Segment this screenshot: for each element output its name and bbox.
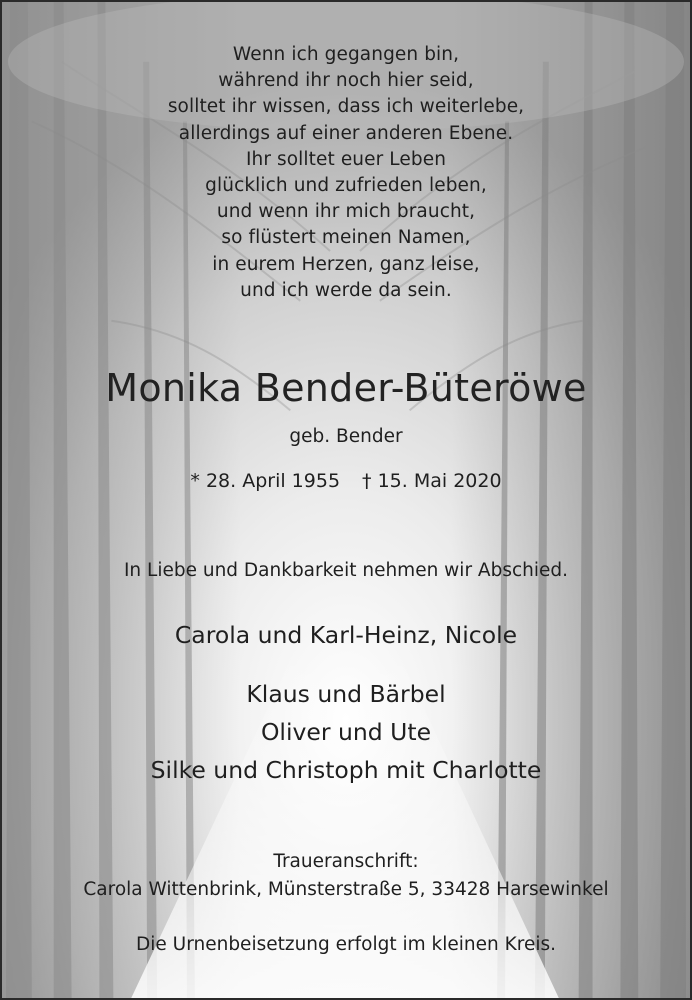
obituary-content <box>2 2 690 998</box>
poem-line: und ich werde da sein. <box>240 279 452 301</box>
poem-line: Ihr solltet euer Leben <box>245 148 447 170</box>
address-line: Carola Wittenbrink, Münsterstraße 5, 33428 Harsewinkel <box>83 879 609 900</box>
poem-line: während ihr noch hier seid, <box>218 70 474 92</box>
farewell-text: In Liebe und Dankbarkeit nehmen wir Abschied. <box>123 560 569 581</box>
mourner-entry: Silke und Christoph mit Charlotte <box>150 756 542 784</box>
poem-line: Wenn ich gegangen bin, <box>232 44 460 65</box>
poem-line: so flüstert meinen Namen, <box>221 227 471 249</box>
burial-note: Die Urnenbeisetzung erfolgt im kleinen Kreis. <box>136 934 556 955</box>
deceased-name: Monika Bender-Büteröwe <box>105 366 587 410</box>
birth-name: geb. Bender <box>289 426 403 447</box>
poem-line: in eurem Herzen, ganz leise, <box>212 253 480 275</box>
poem-line: allerdings auf einer anderen Ebene. <box>178 122 514 144</box>
poem <box>2 42 690 304</box>
poem-line: und wenn ihr mich braucht, <box>216 201 476 223</box>
mourning-address <box>2 848 690 904</box>
mourners-list <box>2 675 690 789</box>
mourner-entry: Oliver und Ute <box>260 718 432 746</box>
mourner-entry: Klaus und Bärbel <box>246 680 446 708</box>
address-label: Traueranschrift: <box>273 851 419 872</box>
birth-date: * 28. April 1955 <box>190 470 341 492</box>
poem-line: glücklich und zufrieden leben, <box>205 175 487 197</box>
death-date: † 15. Mai 2020 <box>362 470 502 492</box>
mourners-primary: Carola und Karl-Heinz, Nicole <box>174 621 518 649</box>
poem-line: solltet ihr wissen, dass ich weiterlebe, <box>167 96 525 118</box>
life-dates <box>2 468 690 494</box>
